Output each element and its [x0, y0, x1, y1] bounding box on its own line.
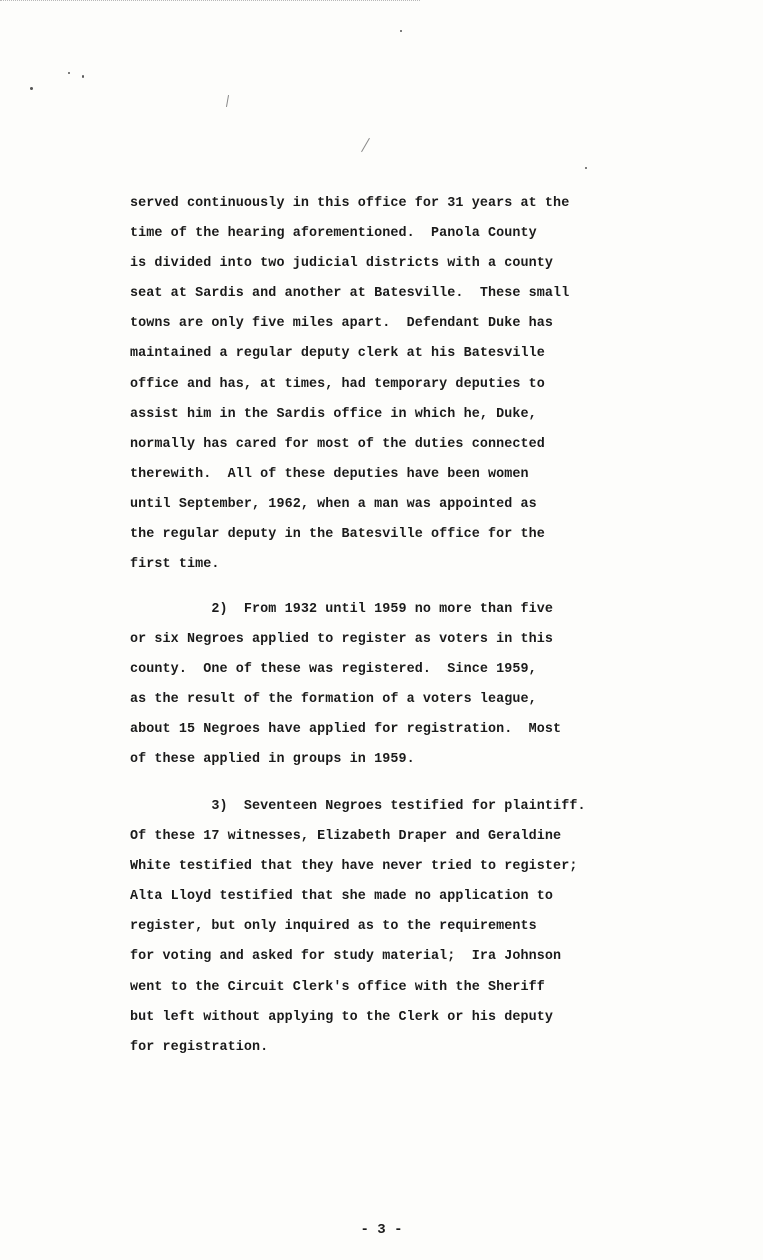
scan-speck	[30, 87, 33, 90]
text-line: office and has, at times, had temporary deputies to	[130, 376, 545, 392]
text-line: as the result of the formation of a voters league,	[130, 692, 537, 708]
scan-speck	[82, 75, 84, 78]
scan-speck	[400, 30, 402, 32]
scan-speck	[585, 167, 587, 169]
text-line: White testified that they have never tried to register;	[130, 859, 578, 875]
text-line: for registration.	[130, 1039, 269, 1055]
text-line: Of these 17 witnesses, Elizabeth Draper and Geraldine	[130, 829, 562, 845]
paragraph-2	[130, 595, 630, 776]
page-top-edge	[0, 0, 420, 3]
text-line: time of the hearing aforementioned. Panola County	[130, 226, 537, 242]
page-number: - 3 -	[360, 1222, 403, 1238]
text-line: went to the Circuit Clerk's office with the Sheriff	[130, 979, 545, 995]
text-line: first time.	[130, 557, 220, 573]
scan-mark	[361, 138, 370, 152]
text-line: 2) From 1932 until 1959 no more than five	[130, 602, 554, 617]
text-line: assist him in the Sardis office in which he, Duke,	[130, 406, 537, 422]
text-line: seat at Sardis and another at Batesville. These small	[130, 286, 570, 302]
text-line: is divided into two judicial districts with a county	[130, 256, 554, 272]
text-line: therewith. All of these deputies have been women	[130, 466, 529, 482]
paragraph-3	[130, 792, 630, 1063]
text-line: for voting and asked for study material; Ira Johnson	[130, 949, 562, 965]
text-line: served continuously in this office for 31 years at the	[130, 196, 570, 211]
scan-mark	[226, 95, 229, 107]
scan-speck	[68, 72, 70, 74]
text-line: normally has cared for most of the duties connected	[130, 436, 545, 452]
text-line: but left without applying to the Clerk or his deputy	[130, 1009, 554, 1025]
text-line: Alta Lloyd testified that she made no application to	[130, 889, 554, 905]
text-line: or six Negroes applied to register as voters in this	[130, 632, 554, 648]
text-line: the regular deputy in the Batesville office for the	[130, 527, 545, 543]
text-line: about 15 Negroes have applied for registration. Most	[130, 722, 562, 738]
text-line: county. One of these was registered. Since 1959,	[130, 662, 537, 678]
text-line: 3) Seventeen Negroes testified for plaintiff.	[130, 799, 586, 814]
text-line: of these applied in groups in 1959.	[130, 752, 415, 768]
text-line: towns are only five miles apart. Defendant Duke has	[130, 316, 554, 332]
paragraph-1	[130, 189, 630, 580]
text-line: register, but only inquired as to the requirements	[130, 919, 537, 935]
text-line: until September, 1962, when a man was appointed as	[130, 496, 537, 512]
text-line: maintained a regular deputy clerk at his Batesville	[130, 346, 545, 362]
